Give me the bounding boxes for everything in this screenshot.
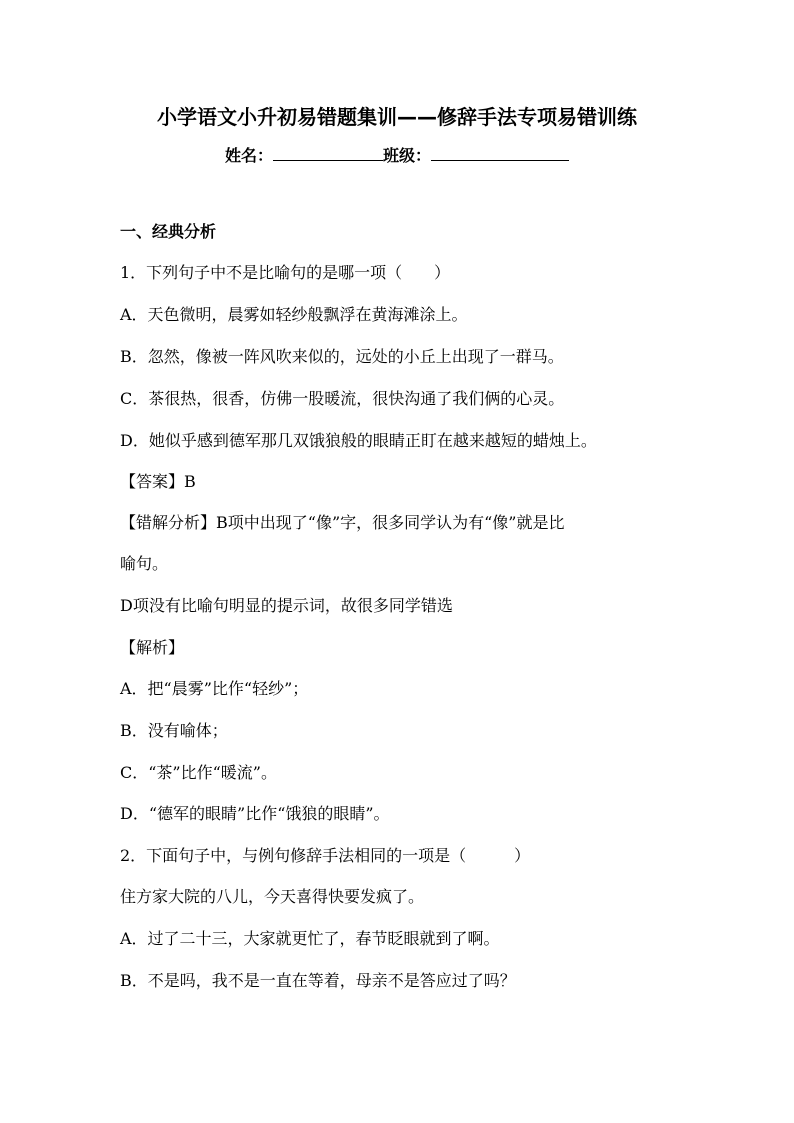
explanation-b: B．没有喻体； <box>120 721 228 740</box>
error-analysis-line-1: 【错解分析】B项中出现了“像”字，很多同学认为有“像”就是比 <box>120 513 565 532</box>
question-1-option-b: B．忽然，像被一阵风吹来似的，远处的小丘上出现了一群马。 <box>120 347 564 366</box>
question-2-stem: 2．下面句子中，与例句修辞手法相同的一项是（ ） <box>120 846 531 865</box>
error-analysis-line-2: 喻句。 <box>120 554 169 573</box>
explanation-d: D．“德军的眼睛”比作“饿狼的眼睛”。 <box>120 804 390 823</box>
explanation-c: C．“茶”比作“暖流”。 <box>120 763 277 782</box>
question-1-stem: 1．下列句子中不是比喻句的是哪一项（ ） <box>120 263 451 282</box>
question-1-answer: 【答案】B <box>120 472 196 491</box>
page-title: 小学语文小升初易错题集训——修辞手法专项易错训练 <box>157 105 637 129</box>
question-2-option-a: A．过了二十三，大家就更忙了，春节眨眼就到了啊。 <box>120 929 500 948</box>
question-2-option-b: B．不是吗，我不是一直在等着，母亲不是答应过了吗？ <box>120 971 516 990</box>
name-blank[interactable] <box>273 146 383 161</box>
question-1-option-a: A．天色微明，晨雾如轻纱般飘浮在黄海滩涂上。 <box>120 305 468 324</box>
explanation-a: A．把“晨雾”比作“轻纱”； <box>120 679 309 698</box>
student-info-line <box>225 145 569 167</box>
question-1-option-d: D．她似乎感到德军那几双饿狼般的眼睛正盯在越来越短的蜡烛上。 <box>120 431 597 450</box>
class-blank[interactable] <box>431 146 569 161</box>
class-label: 班级： <box>383 146 432 165</box>
error-analysis-line-3: D项没有比喻句明显的提示词，故很多同学错选 <box>120 596 453 615</box>
question-2-example: 住方家大院的八儿，今天喜得快要发疯了。 <box>120 887 425 906</box>
name-label: 姓名： <box>225 146 274 165</box>
question-1-option-c: C．茶很热，很香，仿佛一股暖流，很快沟通了我们俩的心灵。 <box>120 389 565 408</box>
explanation-label: 【解析】 <box>120 638 185 657</box>
section-heading: 一、经典分析 <box>120 222 217 241</box>
